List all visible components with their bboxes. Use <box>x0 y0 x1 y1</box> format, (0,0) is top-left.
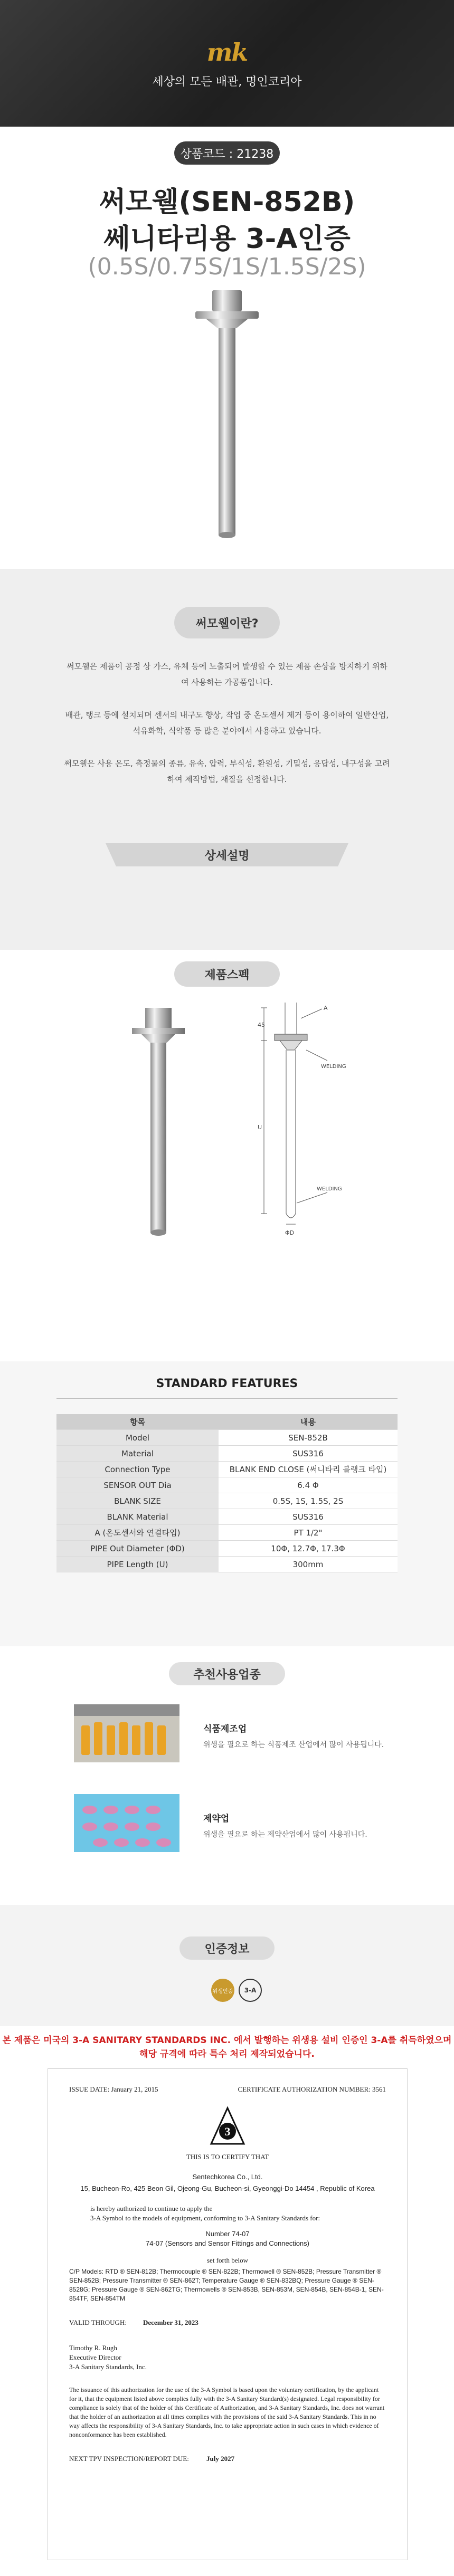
sanitary-badge: 위생인증 <box>211 1979 234 2002</box>
product-sizes: (0.5S/0.75S/1S/1.5S/2S) <box>88 253 366 280</box>
what-is-thermowell-label: 써모웰이란? <box>174 607 280 638</box>
next-tpv-label: NEXT TPV INSPECTION/REPORT DUE: <box>69 2455 189 2463</box>
model-list: C/P Models: RTD ® SEN-812B; Thermocouple ® SEN-822B; Thermowell ® SEN-852B; Pressure Transmitter ® SEN-852B; Pressure Transmitter ® SEN-862T; Temperature Gauge ® SEN-832BQ; Pressure Gauge ® SEN-8528G; Pressure Gauge ® SEN-862TG; Thermowells ® SEN-853B, SEN-853M, SEN-854B, SEN-854B-1, SEN-854TF, SEN-854TM <box>69 2268 384 2302</box>
row-label: SENSOR OUT Dia <box>56 1477 219 1493</box>
intro-paragraph-1: 써모웰은 제품이 공정 상 가스, 유체 등에 노출되어 발생할 수 있는 제품 손상을 방지하기 위하여 사용하는 가공품입니다. <box>67 662 387 687</box>
row-value: 10Φ, 12.7Φ, 17.3Φ <box>219 1541 398 1557</box>
product-section <box>0 127 454 570</box>
standard-features-section <box>0 1361 454 1646</box>
row-value: 6.4 Φ <box>219 1477 398 1493</box>
label-a: A <box>324 1005 328 1012</box>
3a-logo <box>209 2106 246 2148</box>
standard-features-title: STANDARD FEATURES <box>156 1377 298 1390</box>
row-value: SEN-852B <box>219 1430 398 1446</box>
standard-number: Number 74-07 <box>205 2230 250 2238</box>
authorized-line-2: 3-A Symbol to the models of equipment, conforming to 3-A Sanitary Standards for: <box>90 2214 320 2222</box>
food-industry-image <box>74 1704 179 1762</box>
valid-through-date: December 31, 2023 <box>143 2319 198 2326</box>
row-label: PIPE Out Diameter (ΦD) <box>56 1541 219 1557</box>
valid-through-label: VALID THROUGH: <box>69 2319 127 2326</box>
row-value: SUS316 <box>219 1446 398 1462</box>
cert-notice-line2: 해당 규격에 따라 특수 처리 제작되었습니다. <box>139 2049 315 2059</box>
product-card <box>0 127 454 569</box>
product-subtitle: 쎄니타리용 3-A인증 <box>103 223 351 255</box>
dim-45: 45 <box>258 1022 265 1028</box>
cert-notice-line1: 본 제품은 미국의 3-A SANITARY STANDARDS INC. 에서 발행하는 위생용 설비 인증인 3-A를 취득하였으며 <box>2 2035 452 2046</box>
row-label: PIPE Length (U) <box>56 1557 219 1572</box>
row-value: 300mm <box>219 1557 398 1572</box>
certify-line: THIS IS TO CERTIFY THAT <box>186 2153 269 2161</box>
table-row <box>56 1430 398 1446</box>
food-industry-title: 식품제조업 <box>203 1724 247 1734</box>
pharma-industry-image <box>74 1794 179 1852</box>
brand-logo[interactable]: mk <box>206 37 248 66</box>
table-row <box>56 1477 398 1493</box>
recommended-industries-section <box>0 1646 454 1905</box>
authorized-line-1: is hereby authorized to continue to apply the <box>90 2205 213 2212</box>
certificate-document <box>48 2068 408 2560</box>
row-value: SUS316 <box>219 1509 398 1525</box>
row-label: A (온도센서와 연결타입) <box>56 1525 219 1541</box>
table-header-row <box>56 1414 398 1430</box>
product-code-badge: 상품코드 : 21238 <box>174 141 280 165</box>
row-label: Model <box>56 1430 219 1446</box>
signer-title: Executive Director <box>69 2353 121 2361</box>
tagline: 세상의 모든 배관, 명인코리아 <box>152 75 302 89</box>
signer-name: Timothy R. Rugh <box>69 2344 117 2352</box>
thermowell-image <box>174 290 280 543</box>
3a-logo-text: 3 <box>224 2125 231 2138</box>
row-value: 0.5S, 1S, 1.5S, 2S <box>219 1493 398 1509</box>
row-label: Material <box>56 1446 219 1462</box>
table-row <box>56 1525 398 1541</box>
table-row <box>56 1446 398 1462</box>
table-row <box>56 1557 398 1572</box>
recommended-industries-label: 추천사용업종 <box>169 1662 285 1685</box>
welding-label-1: WELDING <box>321 1064 346 1070</box>
row-value: PT 1/2" <box>219 1525 398 1541</box>
3a-badge: 3-A <box>239 1979 262 2002</box>
detail-label: 상세설명 <box>204 849 250 863</box>
pharma-industry-title: 제약업 <box>203 1814 230 1824</box>
row-label: BLANK SIZE <box>56 1493 219 1509</box>
disclaimer: The issuance of this authorization for the use of the 3-A Symbol is based upon the voluntary certification, by the applicant for it, that the equipment listed above complies fully with the 3-A Sanitary Standard(s) designated. Legal responsibility for compliance is solely that of the holder of this Certificate of Authorization, and 3-A Sanitary Standards, Inc. does not warrant that the holder of an authorization at all times complies with the provisions of the said 3-A Sanitary Standards. This in no way affects the responsibility of 3-A Sanitary Standards, Inc. to take appropriate action in such cases in which evidence of nonconformance has been established. <box>69 2386 385 2438</box>
standard-features-table <box>56 1414 398 1572</box>
title-divider <box>56 1398 398 1399</box>
row-label: Connection Type <box>56 1462 219 1477</box>
spec-photo <box>127 1008 190 1240</box>
standard-name: 74-07 (Sensors and Sensor Fittings and Connections) <box>145 2239 309 2247</box>
spec-label: 제품스펙 <box>174 961 280 987</box>
certification-label: 인증정보 <box>179 1936 275 1960</box>
row-label: BLANK Material <box>56 1509 219 1525</box>
issue-date: ISSUE DATE: January 21, 2015 <box>69 2085 158 2093</box>
signer-org: 3-A Sanitary Standards, Inc. <box>69 2363 147 2371</box>
intro-paragraph-3: 써모웰은 사용 온도, 측정물의 종류, 유속, 압력, 부식성, 환원성, 기밀성, 응답성, 내구성을 고려하여 제작방법, 재질을 선정합니다. <box>64 759 390 784</box>
header-item: 항목 <box>56 1414 219 1430</box>
food-industry-desc: 위생을 필요로 하는 식품제조 산업에서 많이 사용됩니다. <box>203 1741 384 1749</box>
table-row <box>56 1493 398 1509</box>
welding-label-2: WELDING <box>317 1186 342 1192</box>
company-address: 15, Bucheon-Ro, 425 Beon Gil, Ojeong-Gu, Bucheon-si, Gyeonggi-Do 14454 , Republic of Korea <box>80 2184 375 2192</box>
pharma-industry-desc: 위생을 필요로 하는 제약산업에서 많이 사용됩니다. <box>203 1830 367 1839</box>
certification-header <box>0 1905 454 2026</box>
table-row <box>56 1462 398 1477</box>
row-value: BLANK END CLOSE (써니타리 블랭크 타입) <box>219 1462 398 1477</box>
hero-banner <box>0 0 454 127</box>
certificate-section <box>0 2026 454 2576</box>
table-row <box>56 1541 398 1557</box>
product-title: 써모웰(SEN-852B) <box>99 186 355 218</box>
header-content: 내용 <box>219 1414 398 1430</box>
auth-number: CERTIFICATE AUTHORIZATION NUMBER: 3561 <box>238 2085 386 2093</box>
dim-od: ΦD <box>285 1229 295 1236</box>
intro-section <box>0 570 454 950</box>
next-tpv-date: July 2027 <box>206 2455 235 2463</box>
intro-paragraph-2: 배관, 탱크 등에 설치되며 센서의 내구도 향상, 작업 중 온도센서 제거 등이 용이하여 일반산업, 석유화학, 식약품 등 많은 분야에서 사용하고 있습니다. <box>65 710 389 736</box>
set-forth: set forth below <box>207 2256 248 2264</box>
table-row <box>56 1509 398 1525</box>
dim-u: U <box>258 1124 262 1131</box>
spec-section <box>0 950 454 1361</box>
spec-drawing <box>227 1003 354 1245</box>
company-name: Sentechkorea Co., Ltd. <box>192 2173 263 2181</box>
